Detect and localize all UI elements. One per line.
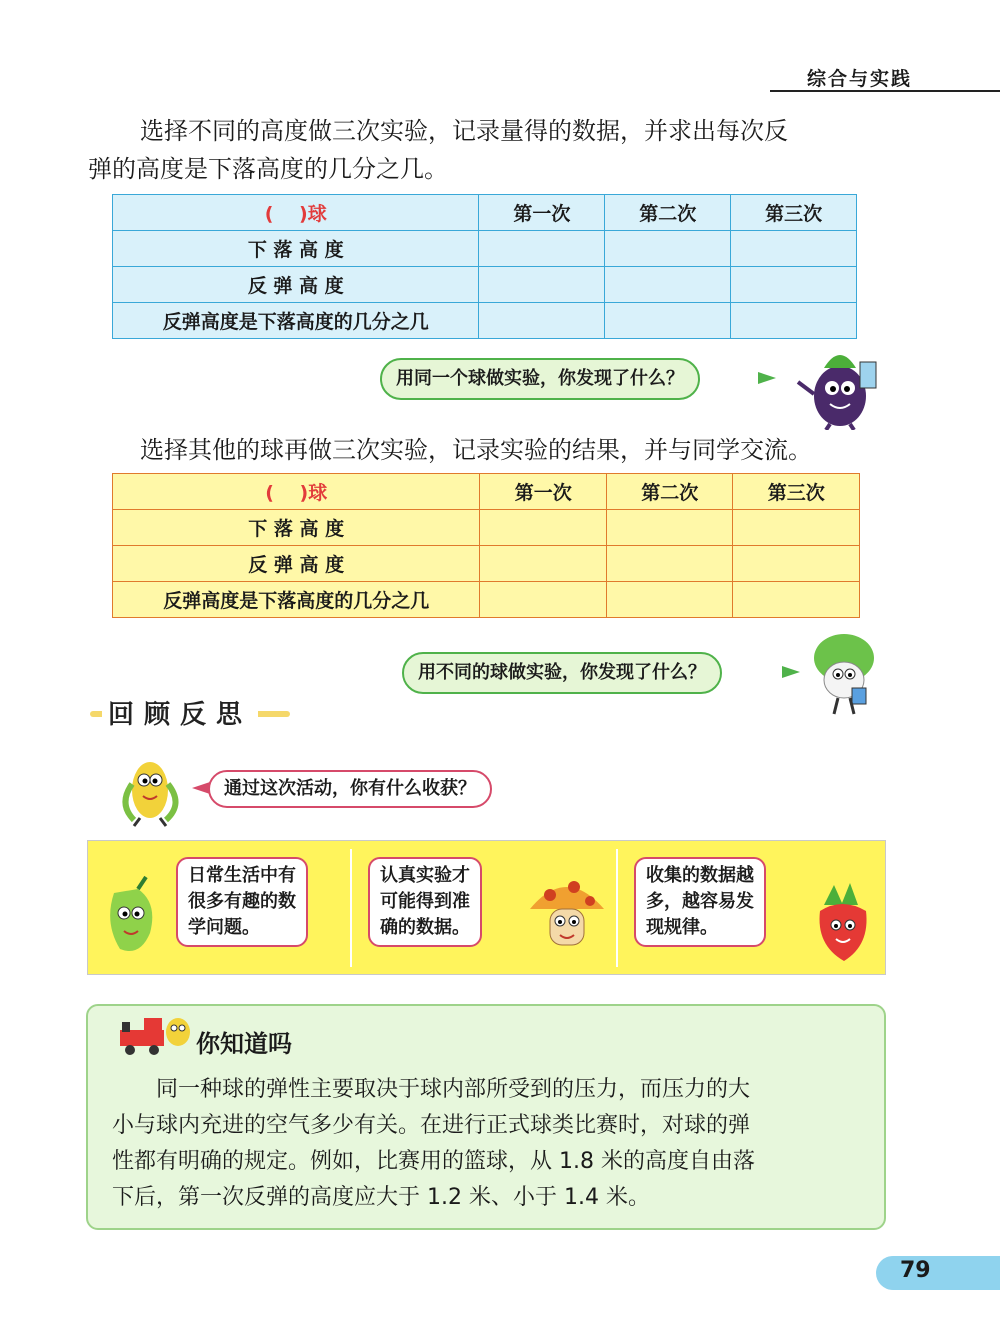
table-row [113,582,860,618]
info-line: 性都有明确的规定。例如，比赛用的篮球，从 1.8 米的高度自由落 [112,1149,755,1174]
table-cell [733,582,860,618]
review-heading-text: 回顾反思 [102,694,258,731]
insight-line: 学问题。 [188,917,260,938]
table-row [113,510,860,546]
table-cell [731,267,857,303]
row-label: 反 弹 高 度 [113,267,479,303]
table-header: 第二次 [605,195,731,231]
table-row [113,195,857,231]
insight-bubble-3 [634,857,766,947]
insight-line: 收集的数据越 [646,865,754,886]
table-cell [480,510,607,546]
table-cell [733,546,860,582]
table-cell [479,267,605,303]
review-heading [90,694,290,728]
insight-line: 日常生活中有 [188,865,296,886]
insights-panel [87,840,886,975]
intro1-line1: 选择不同的高度做三次实验，记录量得的数据，并求出每次反 [140,117,788,145]
insight-line: 很多有趣的数 [188,891,296,912]
table-cell-ball [113,195,479,231]
radish-character-icon [804,881,880,965]
table-cell [731,231,857,267]
ball-paren: ( ) [264,203,308,225]
bubble-tail [192,782,210,794]
ball-suffix: 球 [308,482,328,504]
section-label: 综合与实践 [806,68,912,90]
bubble-tail [782,666,800,678]
insight-line: 认真实验才 [380,865,470,886]
did-you-know-text [112,1072,864,1216]
row-label: 反 弹 高 度 [113,546,480,582]
info-line: 小与球内充进的空气多少有关。在进行正式球类比赛时，对球的弹 [112,1113,751,1138]
table-row [113,267,857,303]
page-number: 79 [900,1258,931,1283]
row-label: 反弹高度是下落高度的几分之几 [113,303,479,339]
row-label: 反弹高度是下落高度的几分之几 [113,582,480,618]
table-header: 第一次 [480,474,607,510]
table-cell [606,582,733,618]
panel-divider [350,849,352,967]
corn-character-icon [110,744,196,828]
cabbage-character-icon [800,628,890,720]
panel-divider [616,849,618,967]
row-label: 下 落 高 度 [113,510,480,546]
table-cell [479,231,605,267]
table-cell [606,546,733,582]
ball-suffix: 球 [307,203,327,225]
mushroom-character-icon [524,871,608,961]
insight-line: 可能得到准 [380,891,470,912]
table-row [113,303,857,339]
table-cell [605,231,731,267]
pepper-character-icon [94,873,168,957]
insight-line: 确的数据。 [380,917,470,938]
did-you-know-title: 你知道吗 [196,1030,292,1058]
table-cell [480,582,607,618]
insight-bubble-2 [368,857,482,947]
table-cell [733,510,860,546]
table-cell [605,267,731,303]
insight-line: 多，越容易发 [646,891,754,912]
question-bubble-2: 用不同的球做实验，你发现了什么？ [402,652,722,694]
table-row [113,546,860,582]
intro2: 选择其他的球再做三次实验，记录实验的结果，并与同学交流。 [140,436,812,464]
table-header: 第一次 [479,195,605,231]
train-icon [114,1012,194,1056]
row-label: 下 落 高 度 [113,231,479,267]
record-table-2 [112,473,860,618]
page-number-tab [876,1256,1000,1290]
info-line: 下后，第一次反弹的高度应大于 1.2 米、小于 1.4 米。 [112,1185,650,1210]
insight-line: 现规律。 [646,917,718,938]
section-rule [770,90,1000,92]
table-cell-ball [113,474,480,510]
info-line: 同一种球的弹性主要取决于球内部所受到的压力，而压力的大 [156,1077,751,1102]
eggplant-character-icon [790,338,890,430]
table-row [113,231,857,267]
intro1-line2: 弹的高度是下落高度的几分之几。 [88,155,448,183]
table-cell [605,303,731,339]
table-cell [731,303,857,339]
record-table-1 [112,194,857,339]
table-header: 第二次 [606,474,733,510]
table-row [113,474,860,510]
review-question-bubble: 通过这次活动，你有什么收获？ [208,770,492,808]
table-cell [606,510,733,546]
question-bubble-1: 用同一个球做实验，你发现了什么？ [380,358,700,400]
table-cell [479,303,605,339]
bubble-tail [758,372,776,384]
table-cell [480,546,607,582]
table-header: 第三次 [733,474,860,510]
ball-paren: ( ) [265,482,309,504]
table-header: 第三次 [731,195,857,231]
insight-bubble-1 [176,857,308,947]
